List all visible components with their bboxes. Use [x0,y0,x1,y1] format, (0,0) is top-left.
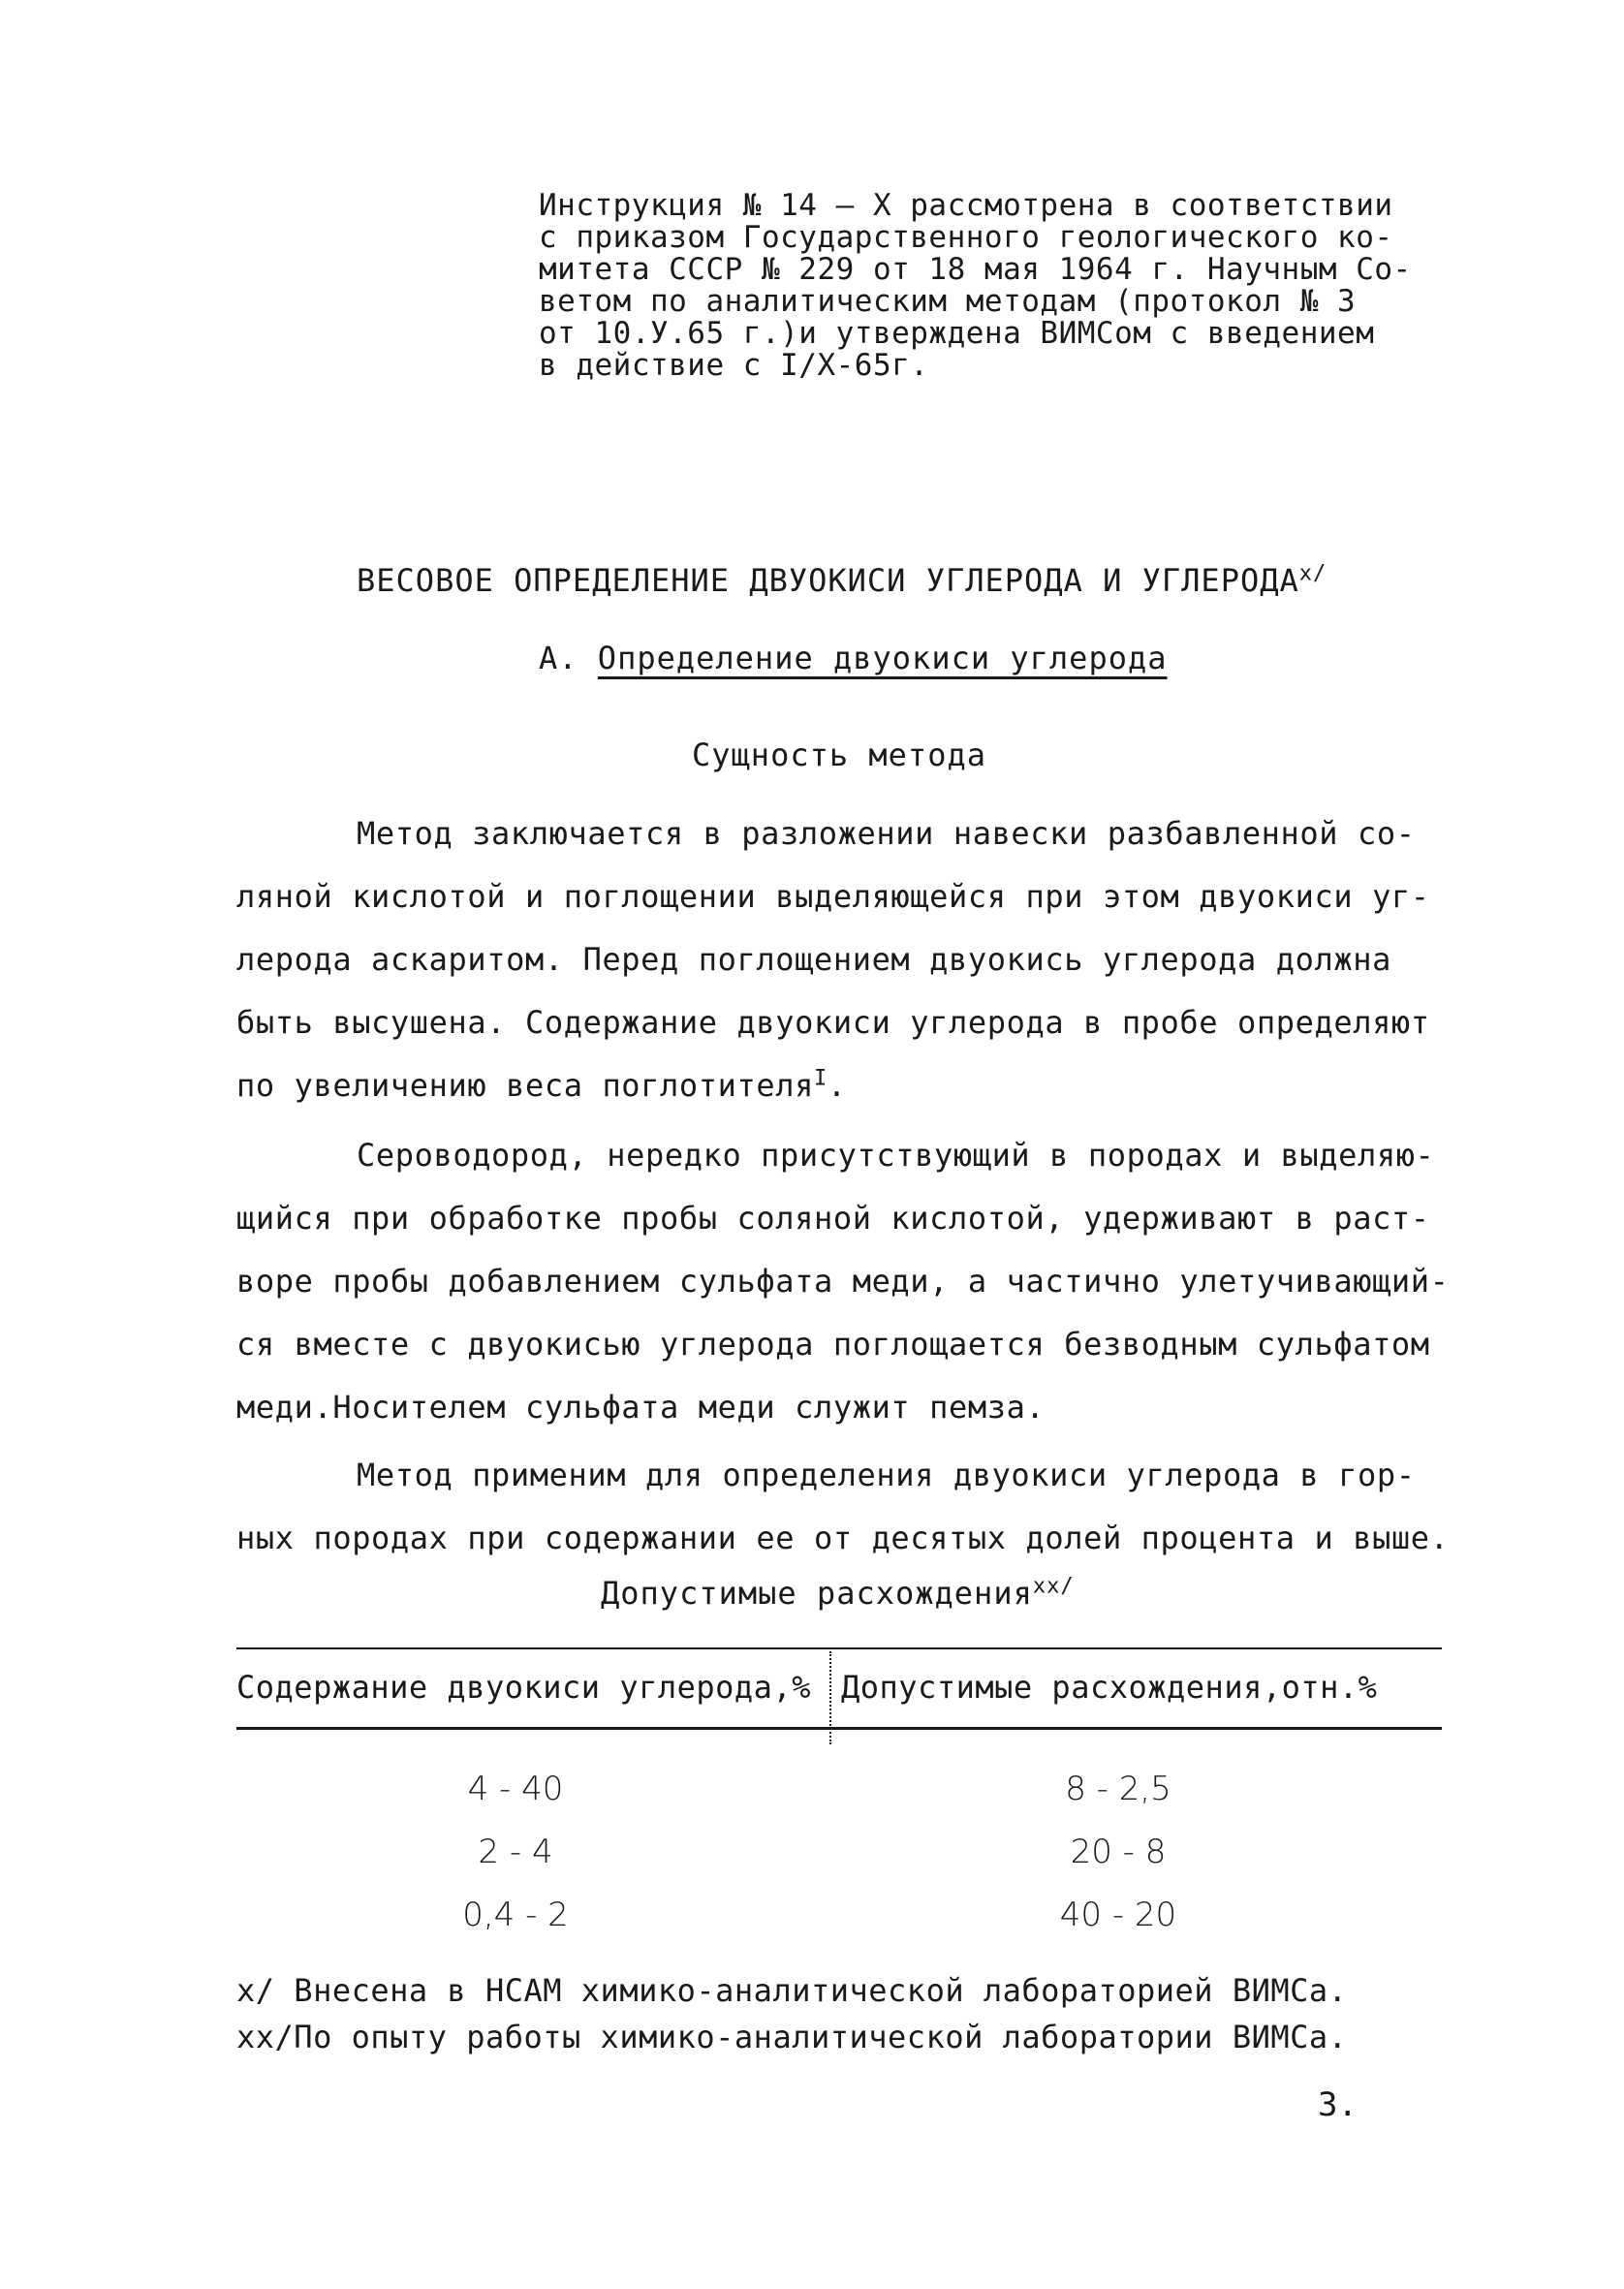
paragraph-line: ляной кислотой и поглощении выделяющейся при этом двуокиси уг- [236,878,1430,915]
section-heading-text: Определение двуокиси углерода [597,640,1168,676]
paragraph-text: по увеличению веса поглотителя [236,1067,814,1104]
page-number: 3. [1318,2085,1358,2124]
table-caption-mark: xx/ [1032,1574,1075,1599]
approval-note-line: с приказом Государственного геологического ко- [539,220,1393,255]
table-caption-text: Допустимые расхождения [601,1575,1033,1612]
paragraph-line: быть высушена. Содержание двуокиси углерода в пробе определяют [236,1004,1430,1041]
table-header-rule [236,1727,1442,1730]
paragraph-hydrogen-sulfide [236,1124,1450,1439]
table-cell-content: 0,4 - 2 [462,1896,569,1934]
approval-note-line: ветом по аналитическим методам (протокол № 3 [539,284,1357,319]
paragraph-applicability [236,1444,1450,1570]
table-header-tolerance: Допустимые расхождения,отн.% [841,1669,1378,1706]
paragraph-line: ся вместе с двуокисью углерода поглощается безводным сульфатом [236,1326,1430,1363]
table-cell-content: 4 - 40 [467,1770,564,1808]
table-top-rule [236,1647,1442,1649]
approval-note [539,190,1411,382]
paragraph-line: Сероводород, нередко присутствующий в породах и выделяю- [357,1137,1435,1174]
title-text: ВЕСОВОЕ ОПРЕДЕЛЕНИЕ ДВУОКИСИ УГЛЕРОДА И УГЛЕРОДА [357,562,1299,599]
paragraph-line: лерода аскаритом. Перед поглощением двуокись углерода должна [236,941,1391,978]
approval-note-line: Инструкция № 14 – X рассмотрена в соответствии [539,188,1393,223]
method-heading: Сущность метода [692,737,986,773]
paragraph-line: ных породах при содержании ее от десятых долей процента и выше. [236,1520,1450,1556]
table-column-separator [829,1651,831,1744]
paragraph-line: Метод заключается в разложении навески разбавленной со- [357,815,1416,852]
approval-note-line: в действие с I/X-65г. [539,348,929,383]
section-heading [539,640,1168,676]
paragraph-line: Метод применим для определения двуокиси углерода в гор- [357,1457,1416,1493]
paragraph-method-essence [236,802,1438,1117]
footnote-mark: I [813,1066,828,1091]
approval-note-line: от 10.У.65 г.)и утверждена ВИМСом с введением [539,316,1375,351]
document-title [357,562,1327,599]
paragraph-line: воре пробы добавлением сульфата меди, а частично улетучивающий- [236,1263,1450,1300]
paragraph-line [236,1054,1438,1117]
table-cell-content: 2 - 4 [478,1833,553,1871]
footnote: xx/По опыту работы химико-аналитической лаборатории ВИМСа. [236,2019,1348,2055]
table-cell-tolerance: 40 - 20 [1059,1896,1177,1934]
paragraph-end: . [827,1067,847,1104]
footnote: x/ Внесена в НСАМ химико-аналитической лабораторией ВИМСа. [236,1972,1348,2009]
title-footnote-mark: x/ [1298,561,1327,586]
table-cell-tolerance: 20 - 8 [1070,1833,1167,1871]
paragraph-line: щийся при обработке пробы соляной кислотой, удерживают в раст- [236,1200,1430,1237]
footnotes [236,1967,1347,2060]
section-letter: А. [539,640,578,676]
paragraph-line: меди.Носителем сульфата меди служит пемза. [236,1389,1046,1426]
tolerance-table [236,1647,1442,1958]
approval-note-line: митета СССР № 229 от 18 мая 1964 г. Научным Со- [539,252,1412,287]
table-header-content: Содержание двуокиси углерода,% [236,1669,811,1706]
table-cell-tolerance: 8 - 2,5 [1065,1770,1171,1808]
table-caption [601,1575,1075,1612]
